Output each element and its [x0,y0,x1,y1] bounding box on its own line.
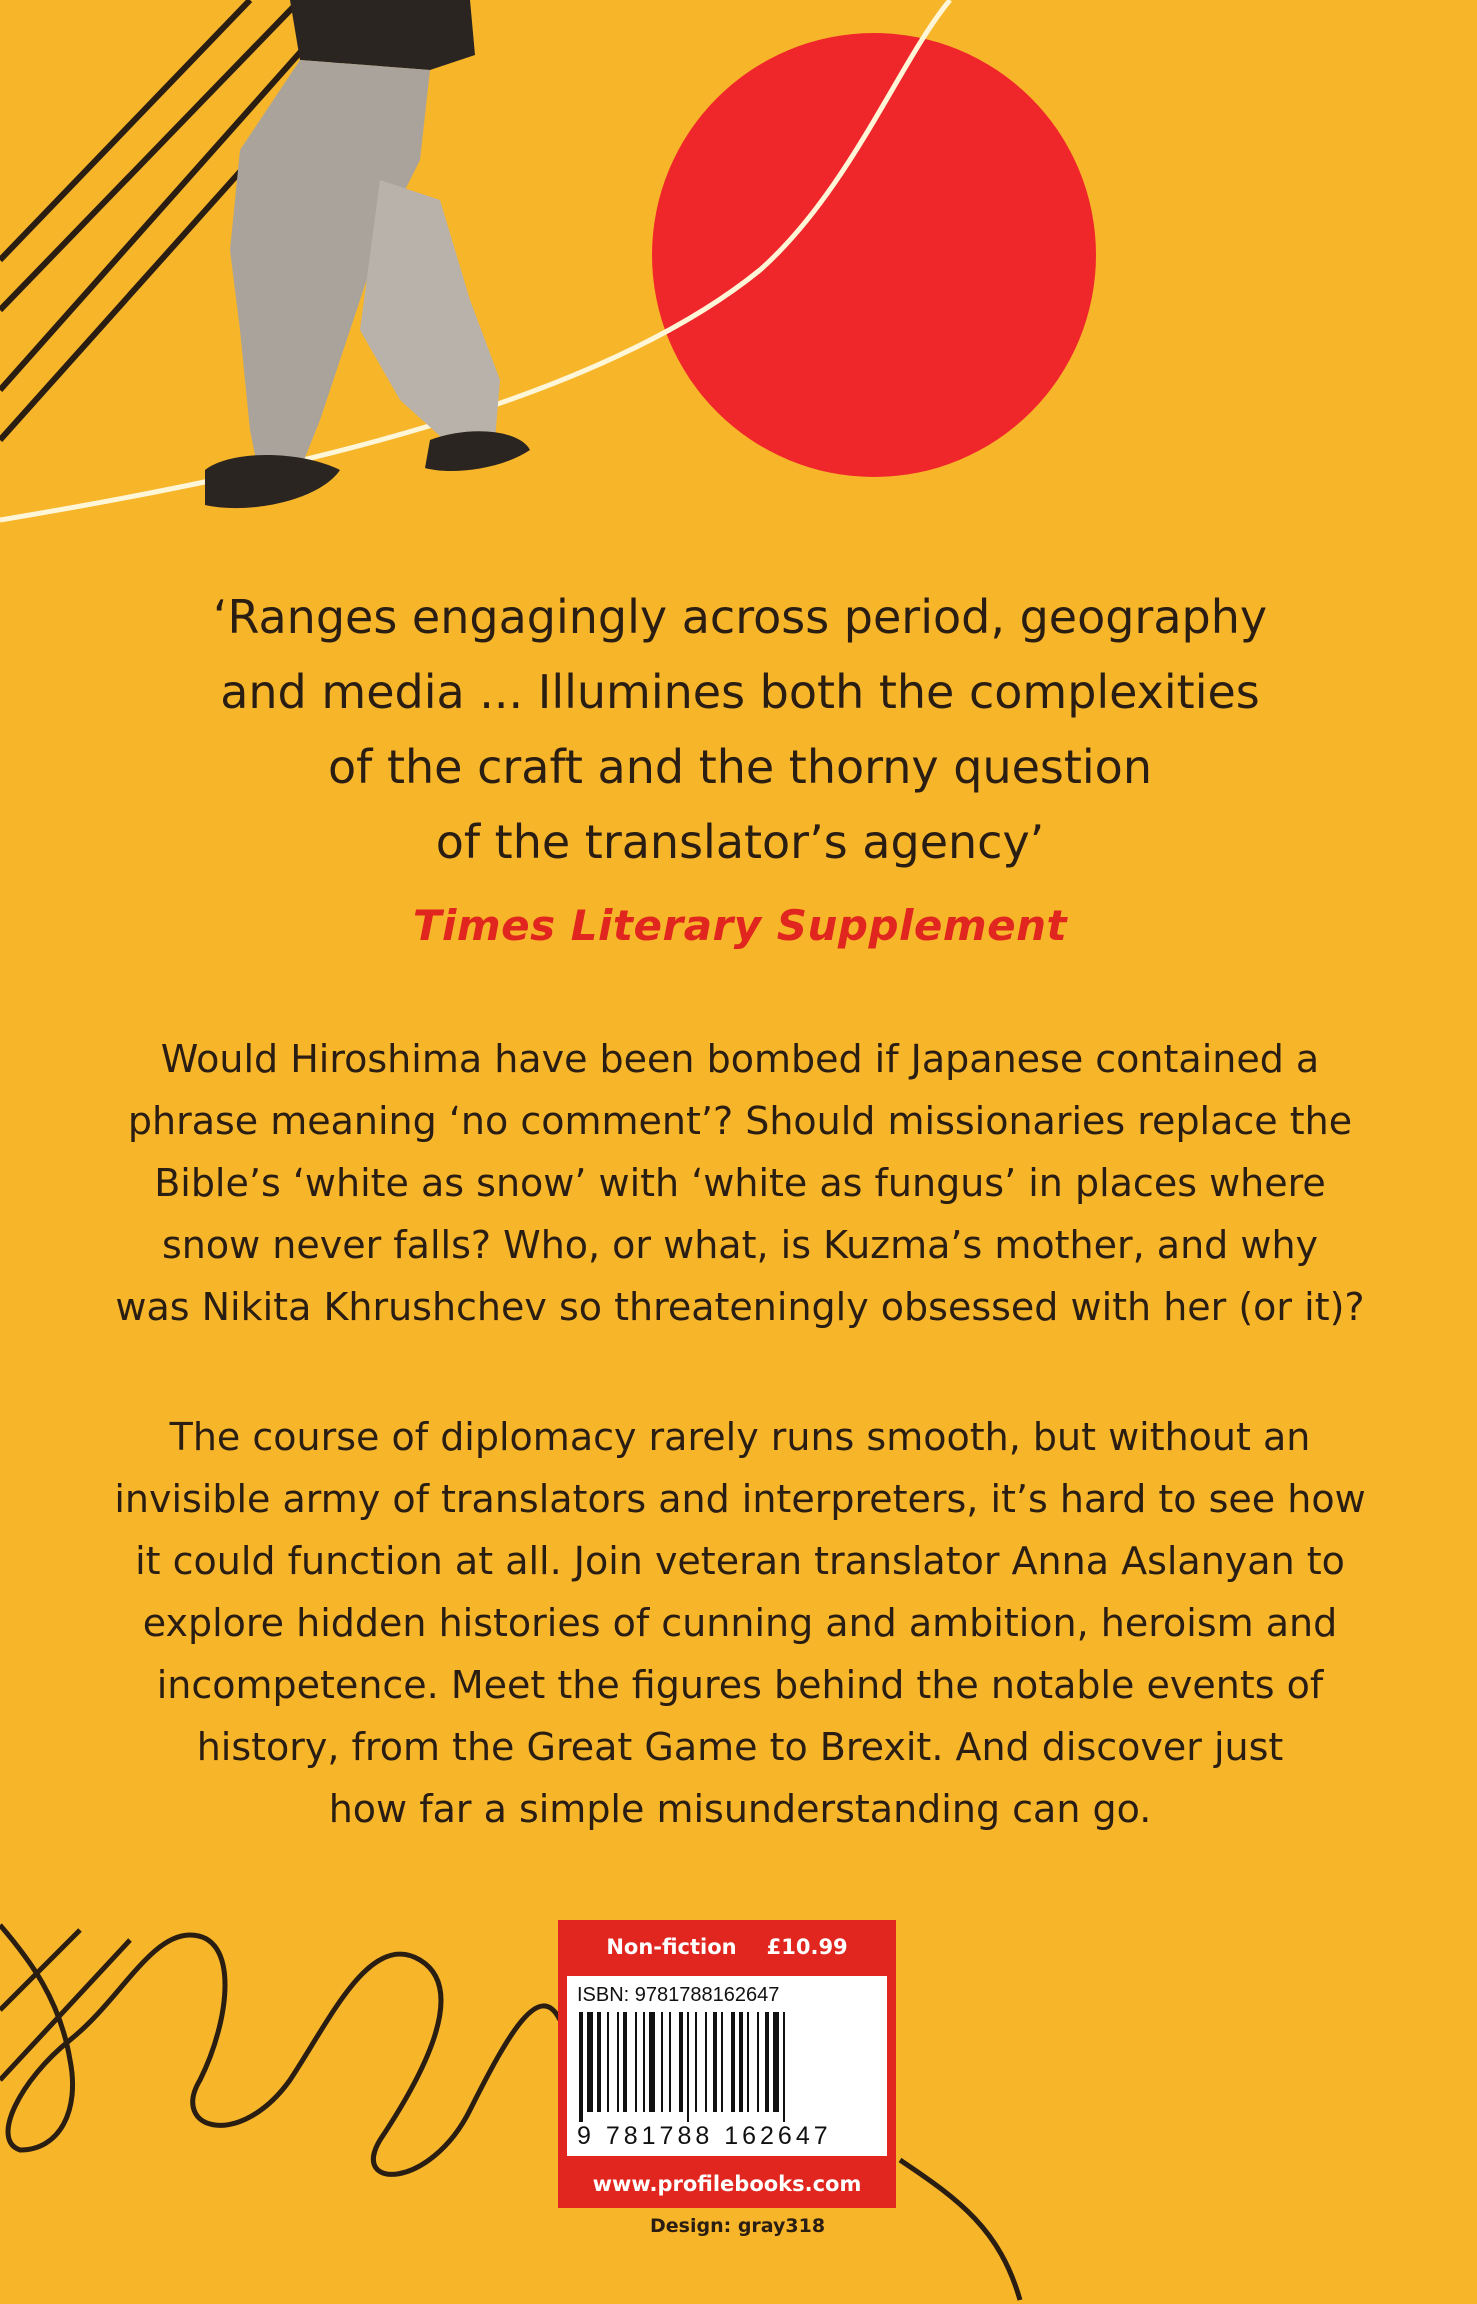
price-strip [558,1920,896,1974]
quote-line: and media ... Illumines both the complexities [220,665,1260,719]
blurb-line: explore hidden histories of cunning and ambition, heroism and [142,1601,1338,1645]
barcode-box [558,1920,896,2208]
zigzag-scribble [0,1925,560,2174]
blurb-line: how far a simple misunderstanding can go. [328,1787,1152,1831]
blurb-line: was Nikita Khrushchev so threateningly obsessed with her (or it)? [115,1285,1365,1329]
isbn-label: ISBN: 9781788162647 [577,1984,780,2006]
blurb-line: Would Hiroshima have been bombed if Japanese contained a [160,1037,1320,1081]
quote-line: ‘Ranges engagingly across period, geography [212,590,1268,644]
blurb-line: incompetence. Meet the figures behind the notable events of [156,1663,1324,1707]
quote-attribution: Times Literary Supplement [412,901,1068,950]
quote-line: of the translator’s agency’ [435,815,1045,869]
blurb-line: it could function at all. Join veteran translator Anna Aslanyan to [135,1539,1345,1583]
review-quote [140,580,1340,966]
blurb-line: invisible army of translators and interpreters, it’s hard to see how [114,1477,1366,1521]
blurb-paragraph-2 [90,1406,1390,1840]
publisher-website: www.profilebooks.com [592,2172,862,2196]
barcode-bars-icon [579,2012,875,2122]
tightrope-walker-figure [205,0,530,508]
design-credit: Design: gray318 [650,2215,826,2237]
blurb-line: snow never falls? Who, or what, is Kuzma’s mother, and why [161,1223,1319,1267]
red-sun [652,33,1096,477]
barcode-digits: 9 781788 162647 [577,2122,832,2150]
category-label: Non-fiction [606,1935,737,1959]
blurb-line: history, from the Great Game to Brexit. And discover just [196,1725,1284,1769]
price-label: £10.99 [766,1935,848,1959]
blurb-line: Bible’s ‘white as snow’ with ‘white as fungus’ in places where [154,1161,1326,1205]
blurb-line: phrase meaning ‘no comment’? Should missionaries replace the [127,1099,1353,1143]
quote-line: of the craft and the thorny question [328,740,1152,794]
blurb-line: The course of diplomacy rarely runs smooth, but without an [169,1415,1311,1459]
barcode-panel [567,1976,887,2156]
blurb-paragraph-1 [90,1028,1390,1338]
